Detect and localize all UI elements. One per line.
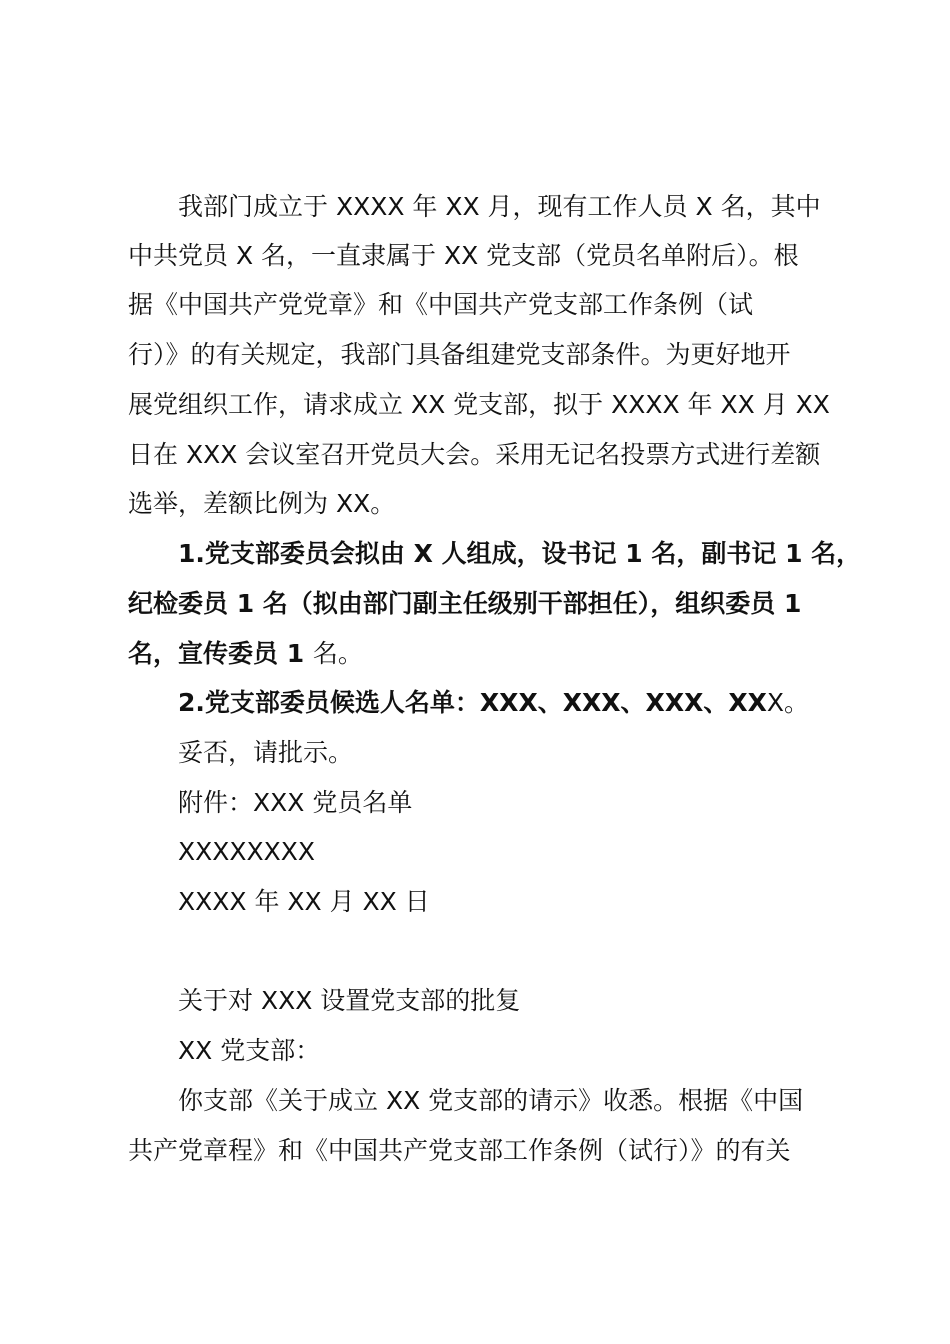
reply-body-line: 你支部《关于成立 XX 党支部的请示》收悉。根据《中国: [178, 1086, 804, 1115]
item1-line: 纪检委员 1 名（拟由部门副主任级别干部担任），组织委员 1: [128, 589, 802, 618]
attachment-text: 附件：XXX 党员名单: [178, 788, 413, 817]
reply-title: 关于对 XXX 设置党支部的批复: [178, 986, 521, 1015]
reply-addressee: XX 党支部：: [178, 1036, 321, 1065]
request-body-line: 据《中国共产党党章》和《中国共产党支部工作条例（试: [128, 290, 754, 319]
request-body-line: 中共党员 X 名，一直隶属于 XX 党支部（党员名单附后）。根: [128, 241, 799, 270]
request-body-line: 日在 XXX 会议室召开党员大会。采用无记名投票方式进行差额: [128, 440, 821, 469]
request-body-line: 行）》的有关规定，我部门具备组建党支部条件。为更好地开: [128, 340, 791, 369]
item1-last-line: [128, 639, 363, 669]
date-text: XXXX 年 XX 月 XX 日: [178, 887, 430, 916]
item2-normal: X。: [766, 688, 810, 717]
item1-last-normal: 名。: [312, 639, 363, 668]
item1-last-bold: 名，宣传委员 1: [128, 639, 313, 668]
reply-body-line: 共产党章程》和《中国共产党支部工作条例（试行）》的有关: [128, 1136, 791, 1165]
request-body-line: 我部门成立于 XXXX 年 XX 月，现有工作人员 X 名，其中: [178, 192, 821, 221]
item2-bold: 2.党支部委员候选人名单：XXX、XXX、XXX、XX: [178, 688, 767, 717]
closing-text: 妥否，请批示。: [178, 738, 354, 767]
item2-line: [178, 688, 809, 718]
item1-line: 1.党支部委员会拟由 X 人组成，设书记 1 名，副书记 1 名，: [178, 539, 862, 568]
sender-text: XXXXXXXX: [178, 837, 316, 866]
request-body-line: 选举，差额比例为 XX。: [128, 489, 396, 518]
request-body-line: 展党组织工作，请求成立 XX 党支部，拟于 XXXX 年 XX 月 XX: [128, 390, 830, 419]
